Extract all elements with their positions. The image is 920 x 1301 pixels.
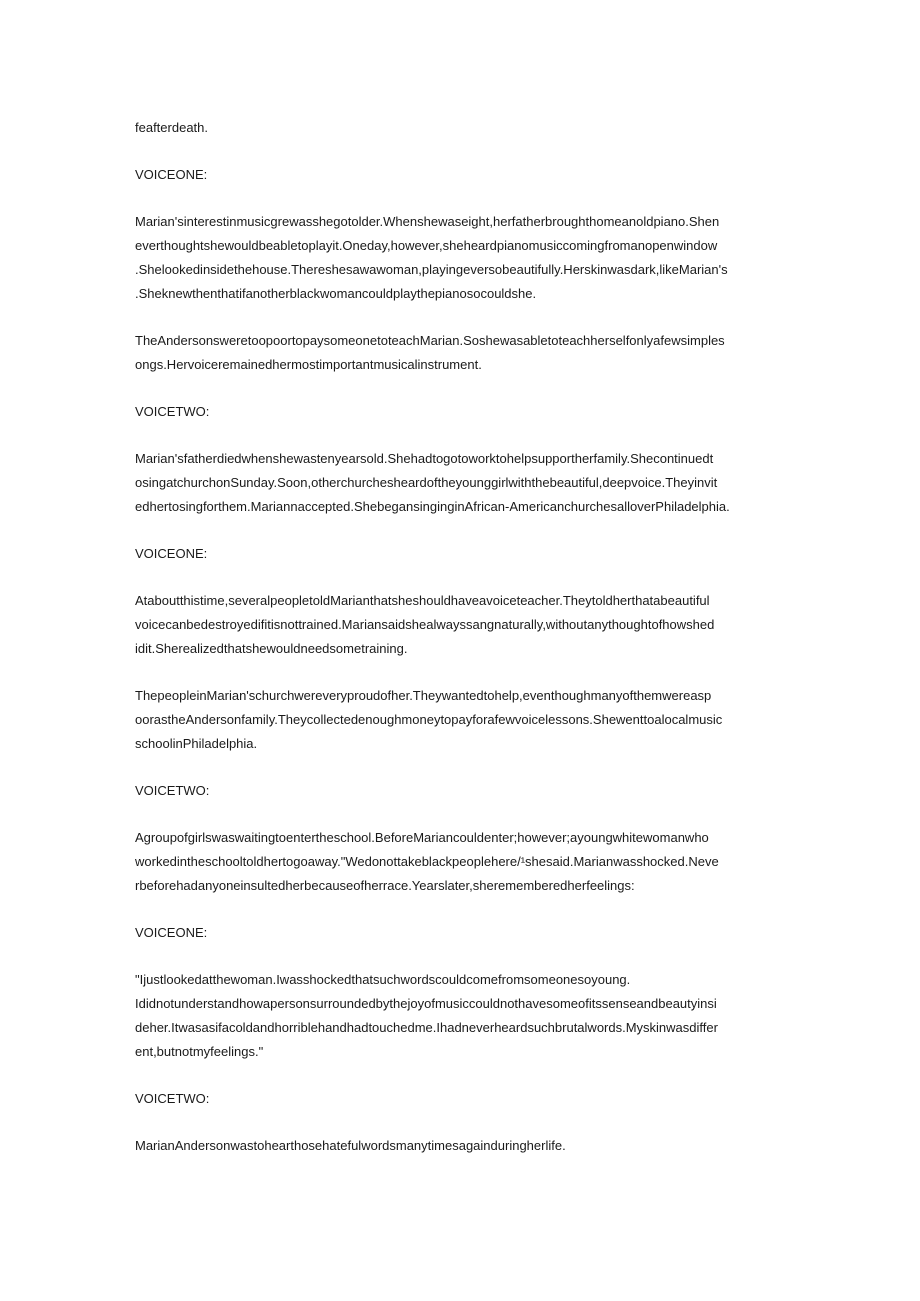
text-line: deher.Itwasasifacoldandhorriblehandhadtouchedme.Ihadneverheardsuchbrutalwords.Myskinwasdiffer	[135, 1020, 718, 1035]
text-line: Ataboutthistime,severalpeopletoldMarianthatsheshouldhaveavoiceteacher.Theytoldherthatabeautiful	[135, 593, 710, 608]
paragraph	[135, 447, 785, 519]
paragraph	[135, 684, 785, 756]
text-line: Agroupofgirlswaswaitingtoentertheschool.BeforeMariancouldenter;however;ayoungwhitewomanwho	[135, 830, 709, 845]
text-line: rbeforehadanyoneinsultedherbecauseofherrace.Yearslater,sherememberedherfeelings:	[135, 878, 635, 893]
paragraph	[135, 210, 785, 306]
speaker-label: VOICETWO:	[135, 404, 210, 419]
paragraph	[135, 589, 785, 661]
text-line: "Ijustlookedatthewoman.Iwasshockedthatsuchwordscouldcomefromsomeonesoyoung.	[135, 972, 631, 987]
text-line: TheAndersonsweretoopoortopaysomeonetoteachMarian.Soshewasabletoteachherselfonlyafewsimples	[135, 333, 725, 348]
paragraph	[135, 116, 785, 140]
speaker-label: VOICETWO:	[135, 1091, 210, 1106]
speaker-label: VOICEONE:	[135, 167, 208, 182]
paragraph	[135, 329, 785, 377]
text-line: Marian'sfatherdiedwhenshewastenyearsold.Shehadtogotoworktohelpsupportherfamily.Shecontinuedt	[135, 451, 714, 466]
text-line: MarianAndersonwastohearthosehatefulwordsmanytimesagainduringherlife.	[135, 1138, 566, 1153]
text-line: workedintheschooltoldhertogoaway."Wedonottakeblackpeoplehere/¹shesaid.Marianwasshocked.Neve	[135, 854, 719, 869]
text-line: osingatchurchonSunday.Soon,otherchurchesheardoftheyounggirlwiththebeautiful,deepvoice.Theyinvit	[135, 475, 718, 490]
text-line: schoolinPhiladelphia.	[135, 736, 258, 751]
speaker-label: VOICEONE:	[135, 546, 208, 561]
document-page	[135, 116, 785, 1181]
text-line: ent,butnotmyfeelings."	[135, 1044, 264, 1059]
paragraph	[135, 1134, 785, 1158]
text-line: edhertosingforthem.Mariannaccepted.ShebegansinginginAfrican-AmericanchurchesalloverPhiladelphia.	[135, 499, 730, 514]
speaker-label: VOICEONE:	[135, 925, 208, 940]
text-line: .Sheknewthenthatifanotherblackwomancouldplaythepianosocouldshe.	[135, 286, 537, 301]
speaker-label: VOICETWO:	[135, 783, 210, 798]
text-line: everthoughtshewouldbeabletoplayit.Oneday,however,sheheardpianomusiccomingfromanopenwindow	[135, 238, 718, 253]
text-line: ongs.Hervoiceremainedhermostimportantmusicalinstrument.	[135, 357, 482, 372]
paragraph	[135, 968, 785, 1064]
text-line: feafterdeath.	[135, 120, 208, 135]
paragraph	[135, 826, 785, 898]
text-line: idit.Sherealizedthatshewouldneedsometraining.	[135, 641, 408, 656]
text-line: Marian'sinterestinmusicgrewasshegotolder.Whenshewaseight,herfatherbroughthomeanoldpiano.Shen	[135, 214, 720, 229]
text-line: .Shelookedinsidethehouse.Thereshesawawoman,playingeversobeautifully.Herskinwasdark,likeMarian's	[135, 262, 728, 277]
text-line: oorastheAndersonfamily.Theycollectedenoughmoneytopayforafewvoicelessons.Shewenttoalocalmusic	[135, 712, 723, 727]
text-line: ThepeopleinMarian'schurchwereveryproudofher.Theywantedtohelp,eventhoughmanyofthemwereasp	[135, 688, 712, 703]
text-line: voicecanbedestroyedifitisnottrained.Mariansaidshealwayssangnaturally,withoutanythoughtofhowshed	[135, 617, 715, 632]
text-line: Ididnotunderstandhowapersonsurroundedbythejoyofmusiccouldnothavesomeofitssenseandbeautyinsi	[135, 996, 717, 1011]
